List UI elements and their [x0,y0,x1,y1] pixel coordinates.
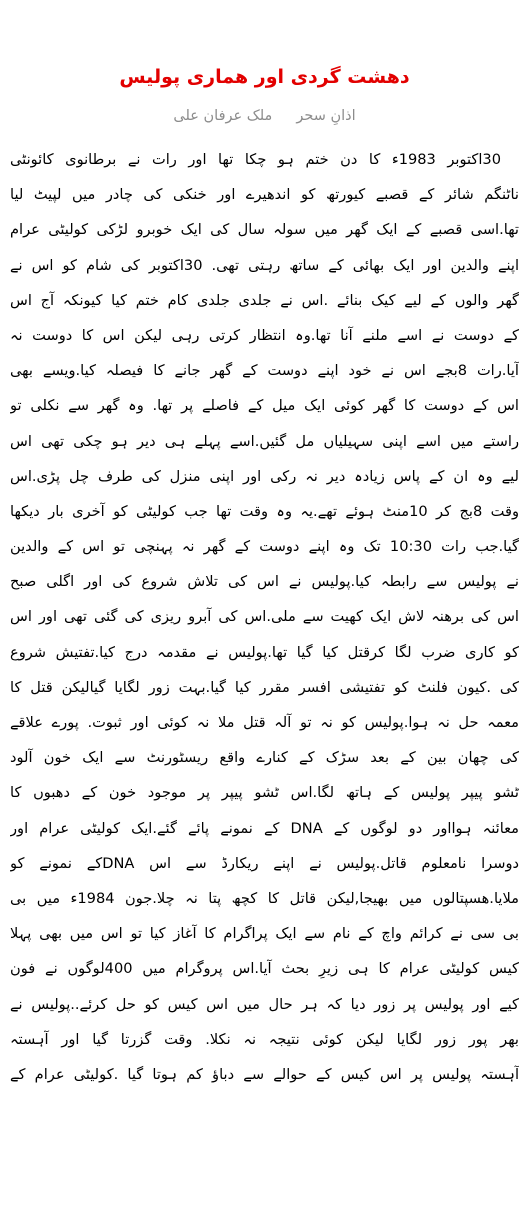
body-line: کی .کیون فلنٹ کو تفتیشی افسر مقرر کیا گیا.بہت زور لگایا گیالیکن قتل کا [10,678,519,696]
body-line: بھر پور زور لگایا لیکن کوئی نتیجہ نہ نکلا. وقت گزرتا گیا اور آہستہ [10,1030,519,1048]
body-line: لیے وہ ان کے پاس زیادہ دیر نہ رکی اور اپنی منزل کی طرف چل پڑی.اس [10,467,519,485]
body-line: کے دوست نے اسے ملنے آنا تھا.وہ انتظار کرتی رہی لیکن اس کا دوست نہ [10,326,519,344]
body-line: آیا.رات 8بجے اس نے خود اپنے دوست کے گھر جانے کا فیصلہ کیا.ویسے بھی [10,362,519,380]
body-line: ناٹنگم شائر کے قصبے کیورتھ کو اندھیرے اور خنکی کی چادر میں لپیٹ لیا [10,186,519,204]
body-line: راستے میں اسے اپنی سہیلیاں مل گئیں.اسے پہلے ہی دیر ہو چکی تھی اس [10,432,519,450]
author-name: ملک عرفان علی [173,108,273,124]
body-line: بی سی نے کرائم واچ کے نام سے ایک پراگرام کا آغاز کیا تو اس میں بھی پہلا [10,925,519,943]
body-line: نے پولیس سے رابطہ کیا.پولیس نے اس کی تلاش شروع کی اور اگلی صبح [10,573,519,591]
body-line: کی چھان بین کے بعد سڑک کے کنارے واقع ریسٹورنٹ سے ایک خون آلود [10,749,519,767]
body-line: کو کاری ضرب لگا کرقتل کیا گیا تھا.پولیس نے مقدمہ درج کیا.تفتیش شروع [10,643,519,661]
body-line: گیا.جب رات 10:30 تک وہ اپنے دوست کے گھر نہ پہنچی تو اس کے والدین [10,538,519,556]
body-line: کیس کولیٹی عرام کا ہی زیرِ بحث آیا.اس پروگرام میں 400لوگوں نے فون [10,960,519,978]
body-line: ملایا.ھسپتالوں میں بھیجا,لیکن قاتل کا کچھ پتا نہ چلا.جون 1984ء میں بی [10,889,519,907]
body-line: معائنہ ہوااور دو لوگوں کے DNA کے نمونے پائے گئے.ایک کولیٹی عرام اور [10,819,519,837]
body-line: تھا.اسی قصبے کے ایک گھر میں سولہ سال کی ایک خوبرو لڑکی کولیٹی عرام [10,221,519,239]
article-title: دھشت گردی اور ھماری پولیس [119,66,410,88]
byline [0,103,529,129]
body-line: 30اکتوبر 1983ء کا دن ختم ہو چکا تھا اور رات نے برطانوی کائونٹی [10,151,501,168]
body-line: گھر والوں کے لیے کیک بنائے .اس نے جلدی جلدی کام ختم کیا کیونکہ آج اس [10,291,519,309]
article-body [10,142,519,1092]
body-line: اپنے والدین اور ایک بھائی کے ساتھ رہتی تھی. 30اکتوبر کی شام کو اس نے [10,256,519,274]
body-line: دوسرا نامعلوم قاتل.پولیس نے اپنے ریکارڈ سے اس DNAکے نمونے کو [10,854,519,872]
body-line: اس کی برھنہ لاش ایک کھیت سے ملی.اس کی آبرو ریزی کی گئی تھی اور اس [10,608,519,626]
body-line: آہستہ پولیس پر اس کیس کے حوالے سے دباؤ کم ہوتا گیا .کولیٹی عرام کے [10,1065,519,1083]
body-line: ٹشو پیپر پولیس کے ہاتھ لگا.اس ٹشو پیپر پر موجود خون کے دھبوں کا [10,784,519,802]
body-line: کیے اور پولیس پر زور دیا کہ ہر حال میں اس کیس کو حل کرئے..پولیس نے [10,995,519,1013]
body-line: وقت 8بج کر 10منٹ ہوئے تھے.یہ وہ وقت تھا جب کولیٹی کو آخری بار دیکھا [10,502,519,520]
body-line: معمہ حل نہ ہوا.پولیس کو نہ تو آلہ قتل ملا نہ کوئی اور ثبوت. پورے علاقے [10,714,519,731]
body-line: اس کے دوست کا گھر کوئی ایک میل کے فاصلے پر تھا. وہ گھر سے نکلی تو [10,397,519,415]
column-name: اذانِ سحر [296,108,356,124]
